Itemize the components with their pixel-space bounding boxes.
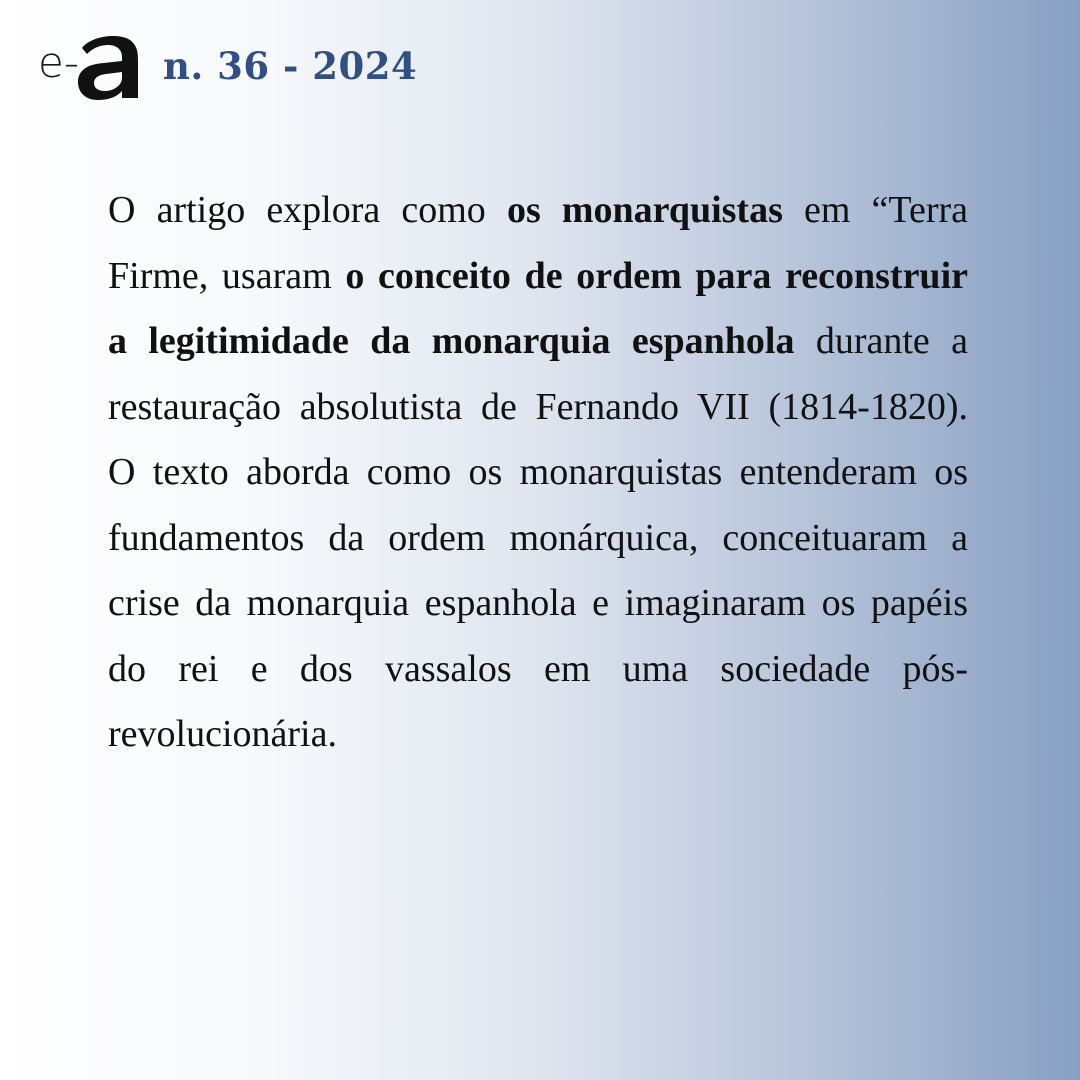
logo-prefix: e-: [38, 38, 79, 87]
article-summary: [108, 178, 968, 768]
logo-a-shape: [78, 36, 138, 100]
logo-a-glyph: [78, 34, 176, 100]
summary-segment: em “Terra Firme, usaram: [108, 189, 969, 297]
summary-segment: durante a restauração absolutista de Fernando VII (1814-1820). O texto aborda como os monarquistas entenderam os fundamentos da ordem monárquica, conceituaram a crise da monarquia espanhola e imaginaram os papéis do rei e dos vassalos em uma sociedade pós-revolucionária.: [108, 320, 968, 755]
journal-logo: [38, 34, 148, 104]
summary-highlight: os monarquistas: [506, 189, 783, 231]
summary-highlight: o conceito de ordem para reconstruir a legitimidade da monarquia espanhola: [108, 254, 968, 362]
summary-segment: O artigo explora como: [108, 189, 507, 231]
issue-label: n. 36 - 2024: [163, 44, 418, 88]
